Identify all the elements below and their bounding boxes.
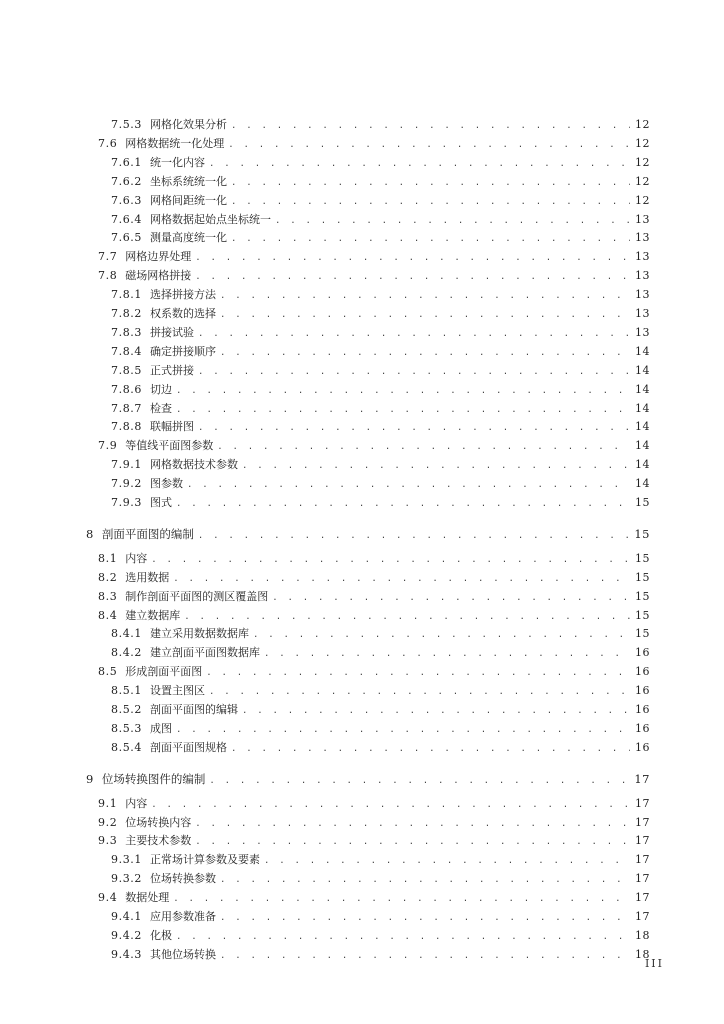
toc-entry-number: 7.8.4 [111, 344, 142, 358]
toc-entry-number: 9.2 [98, 815, 118, 829]
toc-entry-title: 切边 [150, 382, 172, 396]
toc-entry-page: 12 [635, 155, 650, 169]
toc-dot-leader [242, 457, 630, 475]
toc-entry-page: 15 [635, 551, 650, 565]
toc-entry-page: 16 [635, 684, 650, 698]
toc-entry-page: 14 [635, 344, 650, 358]
toc-entry-page: 16 [635, 703, 650, 716]
toc-entry[interactable] [98, 267, 650, 285]
toc-dot-leader [195, 249, 630, 267]
toc-entry-title: 统一化内容 [150, 155, 205, 169]
toc-dot-leader [231, 174, 630, 192]
toc-entry[interactable] [98, 795, 650, 813]
toc-entry-number: 9.3.1 [111, 853, 142, 867]
toc-entry-number: 7.8.1 [111, 288, 142, 302]
toc-entry-page: 17 [635, 891, 650, 905]
toc-entry-number: 9.3.2 [111, 872, 142, 886]
toc-entry-number: 7.8.8 [111, 420, 142, 434]
toc-dot-leader [176, 495, 630, 513]
toc-entry-title: 网格间距统一化 [150, 193, 227, 207]
toc-entry[interactable] [111, 192, 650, 210]
toc-entry-page: 13 [635, 325, 650, 339]
toc-entry-page: 16 [635, 665, 650, 679]
toc-entry[interactable] [111, 701, 650, 719]
toc-entry-number: 7.9.2 [111, 477, 142, 491]
toc-entry-number: 7.8.3 [111, 325, 142, 339]
toc-entry-page: 15 [634, 526, 650, 541]
toc-entry-title: 网格边界处理 [125, 250, 192, 264]
toc-entry-number: 7.8.6 [111, 382, 142, 396]
toc-entry-page: 17 [635, 910, 650, 923]
toc-entry[interactable] [98, 248, 650, 266]
toc-dot-leader [220, 306, 630, 324]
toc-entry[interactable] [86, 525, 650, 543]
toc-entry-number: 7.9.1 [111, 458, 142, 472]
toc-dot-leader [176, 928, 630, 946]
toc-entry-page: 17 [635, 834, 650, 848]
toc-entry[interactable] [111, 116, 650, 134]
toc-entry-number: 7.8 [98, 269, 118, 283]
toc-entry-title: 剖面平面图规格 [150, 740, 227, 754]
toc-dot-leader [184, 608, 630, 626]
toc-dot-leader [264, 852, 630, 870]
toc-dot-leader [173, 890, 630, 908]
toc-entry-title: 形成剖面平面图 [125, 665, 203, 679]
toc-entry[interactable] [111, 946, 650, 964]
toc-entry[interactable] [111, 211, 650, 229]
toc-dot-leader [195, 268, 630, 286]
toc-entry-number: 7.9.3 [111, 496, 142, 509]
toc-entry[interactable] [111, 851, 650, 869]
toc-entry[interactable] [111, 682, 650, 700]
toc-entry-title: 成图 [150, 721, 172, 735]
toc-entry[interactable] [98, 588, 650, 606]
toc-entry-number: 7.5.3 [111, 118, 142, 131]
toc-entry[interactable] [111, 362, 650, 380]
toc-dot-leader [231, 740, 630, 758]
toc-entry-number: 8.5.1 [111, 684, 142, 698]
toc-entry-number: 7.8.2 [111, 307, 142, 320]
toc-entry-page: 15 [635, 496, 650, 509]
toc-entry-number: 7.7 [98, 250, 118, 264]
toc-entry-title: 建立采用数据数据库 [150, 627, 249, 641]
toc-entry-title: 确定拼接顺序 [150, 344, 216, 358]
toc-entry-page: 14 [635, 458, 650, 472]
toc-entry-page: 13 [635, 269, 650, 283]
toc-dot-leader [264, 645, 630, 663]
toc-entry-title: 建立剖面平面图数据库 [150, 646, 260, 660]
toc-entry[interactable] [98, 814, 650, 832]
toc-entry-page: 15 [635, 589, 650, 603]
toc-entry-page: 14 [635, 401, 650, 415]
toc-entry-title: 制作剖面平面图的测区覆盖图 [125, 589, 269, 603]
toc-entry-number: 9.4.1 [111, 910, 142, 923]
toc-entry-title: 选择拼接方法 [150, 288, 216, 302]
toc-dot-leader [209, 155, 630, 173]
toc-entry-title: 磁场网格拼接 [125, 269, 192, 283]
toc-entry[interactable] [86, 770, 650, 788]
toc-entry-page: 18 [635, 947, 650, 961]
toc-entry-number: 7.6.5 [111, 231, 142, 245]
toc-dot-leader [195, 815, 630, 833]
toc-entry-number: 7.6.1 [111, 155, 142, 169]
toc-entry-title: 权系数的选择 [150, 307, 216, 320]
toc-entry-number: 7.6.2 [111, 174, 142, 188]
toc-entry-page: 13 [635, 231, 650, 245]
toc-entry[interactable] [98, 832, 650, 850]
toc-entry[interactable] [111, 456, 650, 474]
toc-entry-title: 等值线平面图参数 [125, 439, 214, 453]
toc-entry-number: 9 [86, 771, 94, 786]
toc-entry-title: 网格数据技术参数 [150, 458, 238, 472]
toc-entry-number: 8.5 [98, 665, 118, 679]
toc-dot-leader [173, 570, 630, 588]
toc-entry-number: 9.3 [98, 834, 118, 848]
toc-dot-leader [220, 871, 630, 889]
toc-entry-page: 16 [635, 646, 650, 660]
toc-entry[interactable] [98, 135, 650, 153]
toc-dot-leader [198, 527, 630, 545]
toc-entry[interactable] [111, 286, 650, 304]
toc-entry-title: 网格数据统一化处理 [125, 136, 225, 150]
toc-dot-leader [231, 230, 630, 248]
toc-entry-title: 网格化效果分析 [150, 118, 227, 131]
toc-entry[interactable] [98, 889, 650, 907]
toc-entry-page: 12 [635, 174, 650, 188]
toc-entry-page: 17 [635, 815, 650, 829]
toc-entry-number: 8.5.2 [111, 703, 142, 716]
toc-entry-page: 14 [635, 363, 650, 377]
toc-entry-title: 正式拼接 [150, 363, 194, 377]
toc-entry-number: 8.2 [98, 570, 118, 584]
toc-entry-number: 9.4.2 [111, 928, 142, 942]
toc-dot-leader [220, 909, 630, 927]
toc-entry-number: 8.4.1 [111, 627, 142, 641]
toc-entry-number: 8.5.4 [111, 740, 142, 754]
toc-entry-page: 17 [635, 796, 650, 810]
toc-entry-page: 12 [635, 193, 650, 207]
toc-entry-number: 7.6.4 [111, 212, 142, 226]
toc-entry-number: 8.5.3 [111, 721, 142, 735]
page-number-footer: III [644, 957, 664, 970]
toc-entry[interactable] [98, 437, 650, 455]
toc-entry[interactable] [111, 343, 650, 361]
toc-entry-number: 7.6.3 [111, 193, 142, 207]
toc-entry-title: 剖面平面图的编制 [101, 526, 194, 541]
toc-dot-leader [242, 702, 630, 720]
toc-entry[interactable] [98, 607, 650, 625]
toc-entry-page: 14 [635, 420, 650, 434]
toc-entry-title: 剖面平面图的编辑 [150, 703, 238, 716]
toc-entry[interactable] [111, 720, 650, 738]
toc-entry-number: 9.4.3 [111, 947, 142, 961]
toc-entry-page: 13 [635, 212, 650, 226]
toc-entry-number: 7.8.5 [111, 363, 142, 377]
toc-entry-number: 8.3 [98, 589, 118, 603]
toc-dot-leader [151, 796, 630, 814]
toc-dot-leader [220, 947, 630, 965]
toc-entry-title: 检查 [150, 401, 172, 415]
toc-entry-title: 网格数据起始点坐标统一 [150, 212, 271, 226]
toc-entry-title: 应用参数准备 [150, 910, 216, 923]
toc-entry-title: 主要技术参数 [125, 834, 192, 848]
toc-entry-page: 14 [635, 439, 650, 453]
toc-entry-title: 测量高度统一化 [150, 231, 227, 245]
toc-dot-leader [209, 683, 630, 701]
toc-entry[interactable] [98, 663, 650, 681]
toc-entry-page: 15 [635, 608, 650, 622]
toc-entry-title: 化极 [150, 928, 172, 942]
toc-entry-page: 12 [635, 136, 650, 150]
toc-entry-title: 建立数据库 [125, 608, 181, 622]
toc-entry-title: 内容 [125, 796, 148, 810]
toc-entry-title: 其他位场转换 [150, 947, 216, 961]
toc-entry-title: 内容 [125, 551, 148, 565]
toc-entry-title: 设置主图区 [150, 684, 205, 698]
toc-entry-page: 12 [635, 118, 650, 131]
toc-entry-number: 8.1 [98, 551, 118, 565]
toc-dot-leader [198, 363, 630, 381]
toc-entry-page: 15 [635, 570, 650, 584]
toc-entry[interactable] [111, 908, 650, 926]
toc-entry-page: 13 [635, 250, 650, 264]
toc-dot-leader [195, 833, 630, 851]
toc-entry[interactable] [98, 569, 650, 587]
toc-entry-page: 14 [635, 382, 650, 396]
toc-entry-page: 16 [635, 740, 650, 754]
toc-entry[interactable] [111, 324, 650, 342]
toc-entry-page: 18 [635, 928, 650, 942]
toc-entry-number: 8 [86, 526, 94, 541]
toc-entry-title: 选用数据 [125, 570, 170, 584]
toc-entry-title: 位场转换参数 [150, 872, 216, 886]
toc-dot-leader [220, 344, 630, 362]
toc-entry-number: 8.4 [98, 608, 118, 622]
toc-dot-leader [187, 476, 630, 494]
toc-entry-title: 位场转换内容 [125, 815, 192, 829]
toc-entry[interactable] [111, 870, 650, 888]
toc-dot-leader [272, 589, 630, 607]
toc-entry[interactable] [111, 381, 650, 399]
toc-entry-title: 位场转换图件的编制 [101, 771, 206, 786]
toc-entry-number: 9.1 [98, 796, 118, 810]
toc-entry-title: 拼接试验 [150, 325, 194, 339]
toc-entry[interactable] [111, 475, 650, 493]
toc-dot-leader [231, 193, 630, 211]
toc-entry[interactable] [111, 173, 650, 191]
toc-dot-leader [228, 136, 630, 154]
toc-entry-number: 7.9 [98, 439, 118, 453]
toc-entry[interactable] [111, 739, 650, 757]
toc-entry-number: 7.6 [98, 136, 118, 150]
toc-entry[interactable] [111, 229, 650, 247]
toc-entry-page: 13 [635, 288, 650, 302]
toc-entry[interactable] [98, 550, 650, 568]
toc-entry-title: 联幅拼图 [150, 420, 194, 434]
toc-entry-title: 坐标系统统一化 [150, 174, 227, 188]
toc-entry[interactable] [111, 927, 650, 945]
toc-dot-leader [206, 664, 630, 682]
toc-dot-leader [253, 626, 630, 644]
toc-entry[interactable] [111, 154, 650, 172]
toc-entry-page: 15 [635, 627, 650, 641]
toc-dot-leader [209, 772, 630, 790]
toc-entry-page: 14 [635, 477, 650, 491]
toc-dot-leader [198, 419, 630, 437]
toc-entry-title: 正常场计算参数及要素 [150, 853, 260, 867]
toc-dot-leader [176, 721, 630, 739]
toc-entry-page: 17 [635, 872, 650, 886]
toc-dot-leader [176, 401, 630, 419]
toc-entry-number: 8.4.2 [111, 646, 142, 660]
toc-entry[interactable] [111, 625, 650, 643]
toc-entry-number: 7.8.7 [111, 401, 142, 415]
toc-dot-leader [217, 438, 630, 456]
toc-entry-number: 9.4 [98, 891, 118, 905]
toc-entry-page: 13 [635, 307, 650, 320]
toc-entry[interactable] [111, 494, 650, 512]
toc-dot-leader [176, 382, 630, 400]
toc-dot-leader [198, 325, 630, 343]
toc-dot-leader [231, 117, 630, 135]
toc-entry-title: 图式 [150, 496, 172, 509]
toc-entry-title: 图参数 [150, 477, 183, 491]
toc-entry[interactable] [111, 305, 650, 323]
toc-entry-page: 16 [635, 721, 650, 735]
toc-entry[interactable] [111, 400, 650, 418]
toc-entry-title: 数据处理 [125, 891, 170, 905]
toc-dot-leader [275, 212, 630, 230]
toc-entry[interactable] [111, 644, 650, 662]
toc-entry-page: 17 [634, 771, 650, 786]
toc-dot-leader [151, 551, 630, 569]
toc-entry[interactable] [111, 418, 650, 436]
toc-entry-page: 17 [635, 853, 650, 867]
toc-dot-leader [220, 287, 630, 305]
